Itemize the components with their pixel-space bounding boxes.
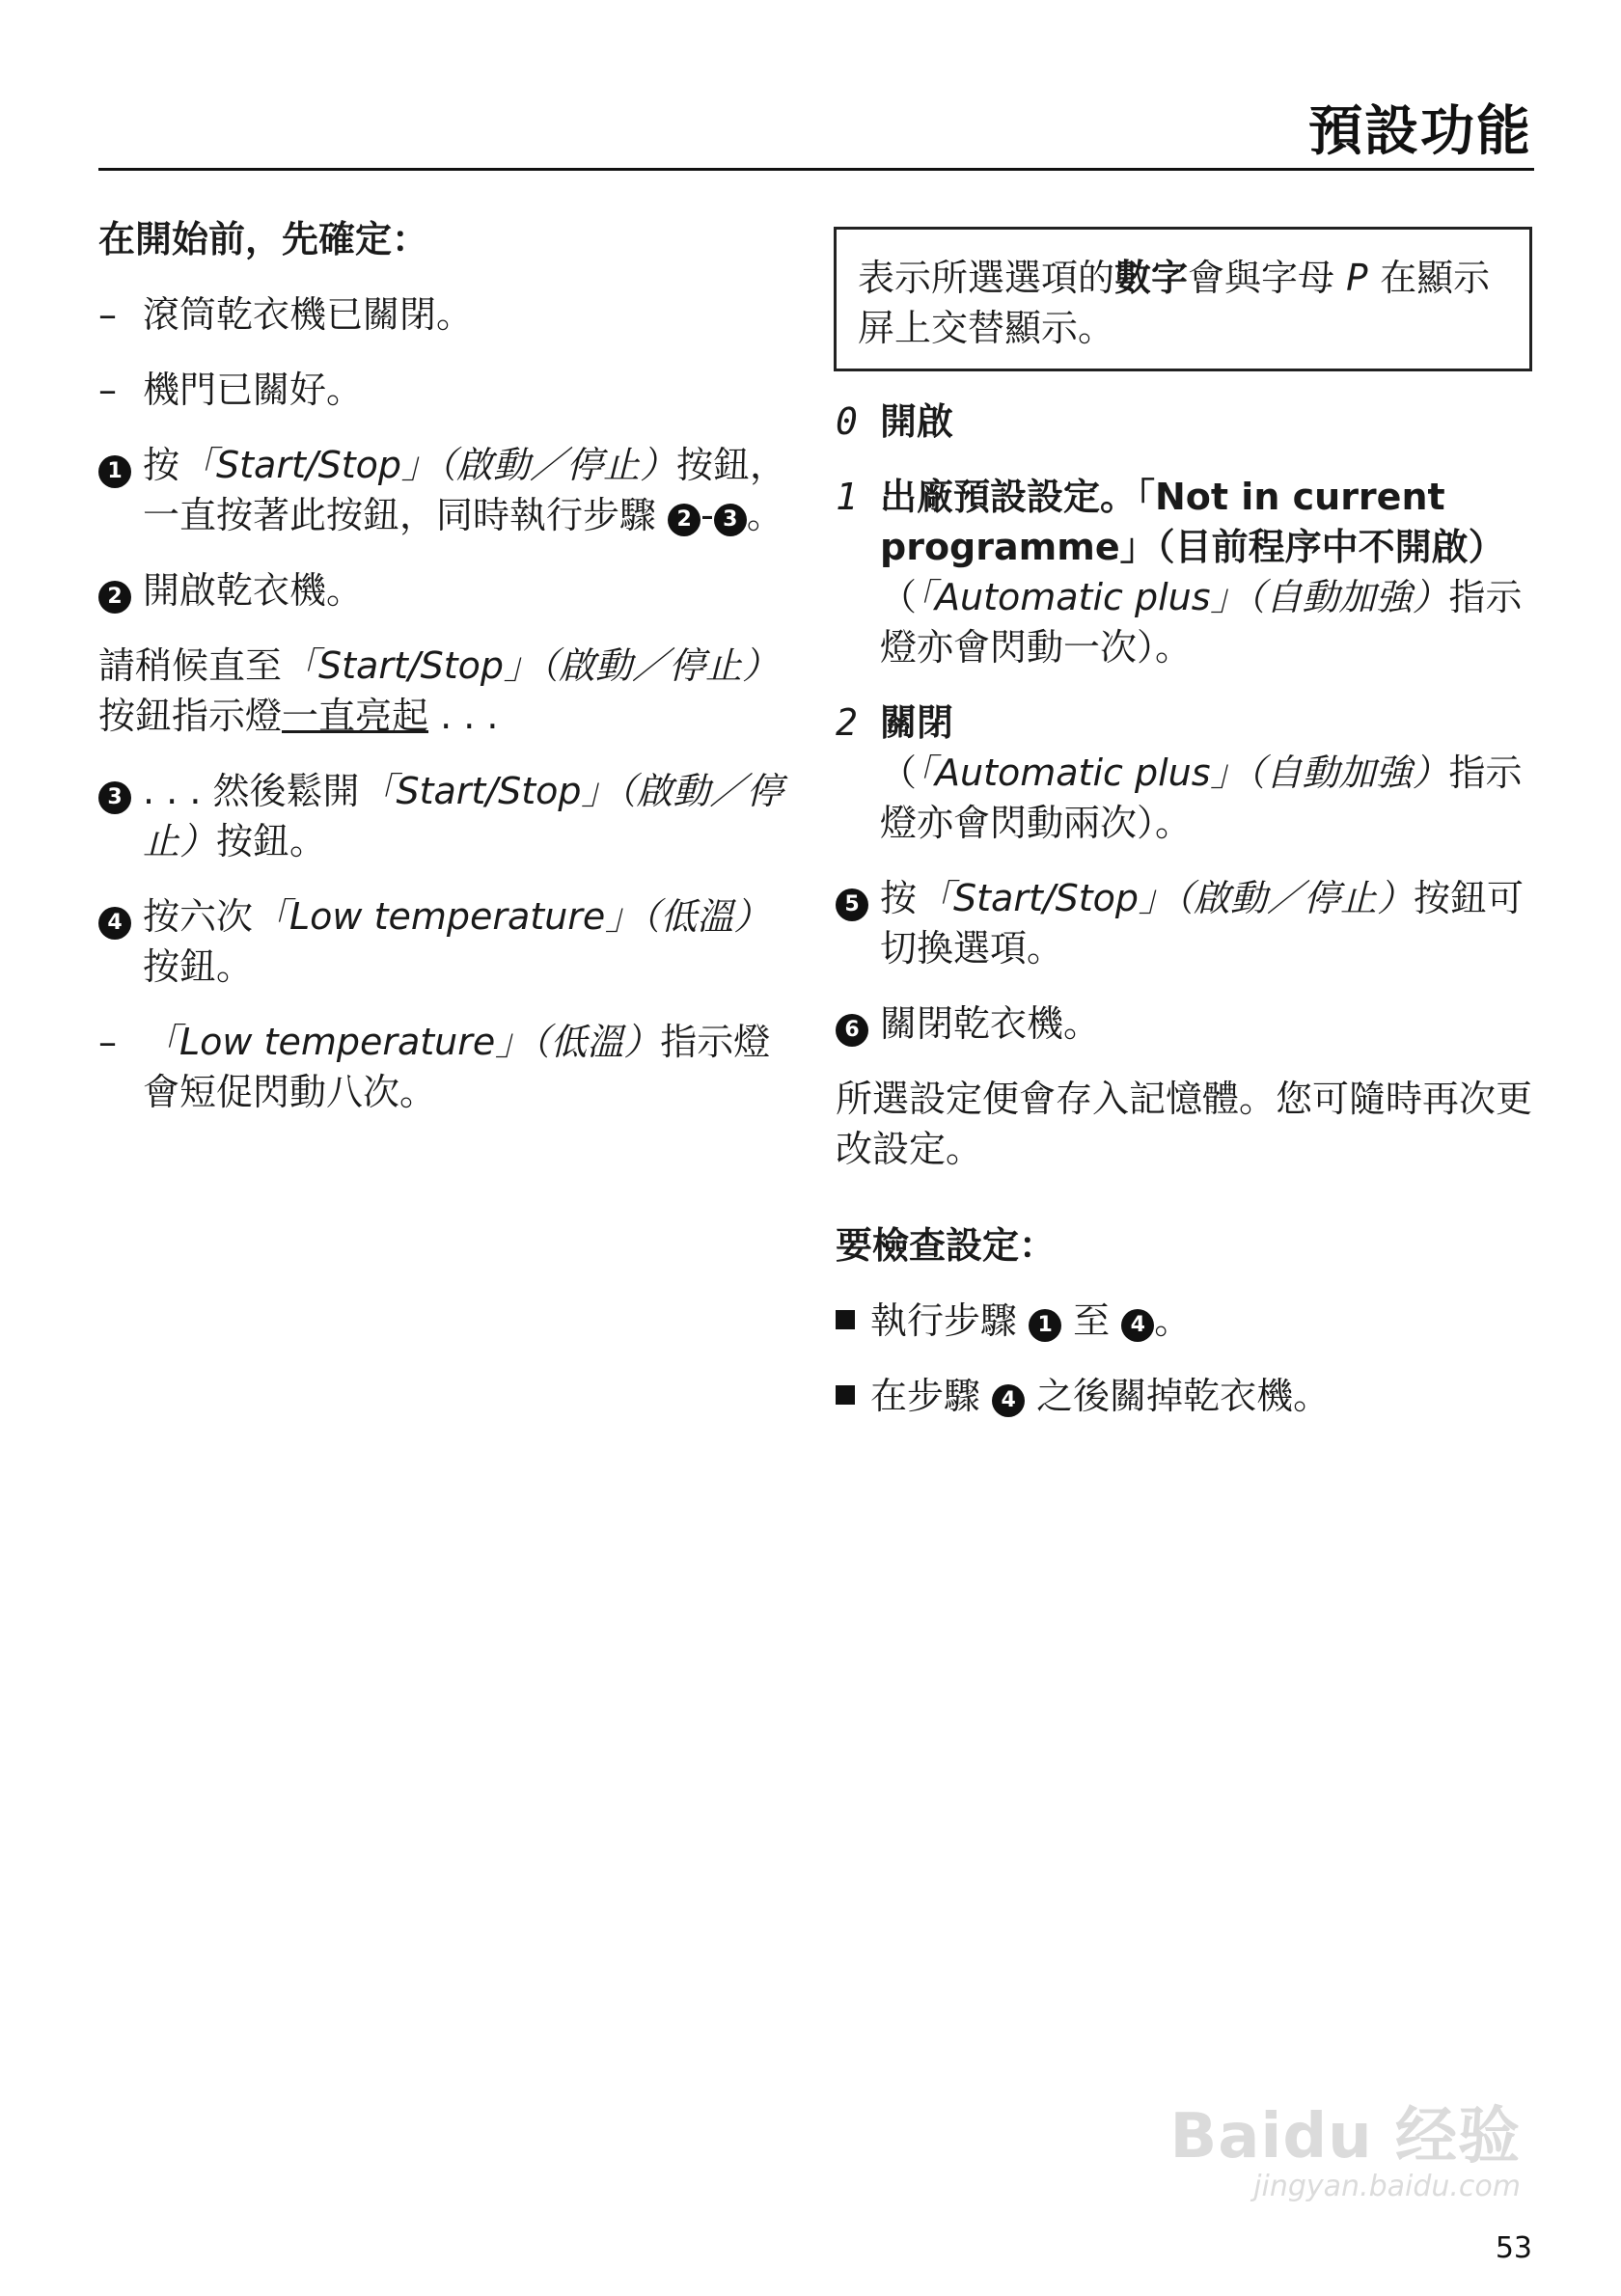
display-letter: P [1346, 257, 1369, 299]
square-bullet-icon [836, 1310, 855, 1329]
step-number-icon: 5 [836, 888, 868, 921]
option-0: 0 開啟 [836, 396, 1532, 447]
baidu-logo: Baidu 经验 [1169, 2101, 1521, 2173]
check-item-door-closed: – 機門已關好。 [98, 365, 793, 415]
step-ref-icon: 1 [1029, 1309, 1061, 1342]
right-column [836, 227, 1532, 1446]
step-2: 2 開啟乾衣機。 [98, 565, 793, 615]
page-title: 預設功能 [1308, 100, 1532, 163]
dash-marker: – [98, 369, 117, 411]
option-1: 1 出廠預設設定。「Not in current programme」（目前程序中不開啟） （「Automatic plus」（自動加強）指示燈亦會閃動一次）。 [836, 472, 1532, 672]
step-5: 5 按「Start/Stop」（啟動／停止）按鈕可切換選項。 [836, 873, 1532, 973]
step-number-icon: 1 [98, 455, 131, 488]
wait-instruction: 請稍候直至「Start/Stop」（啟動／停止）按鈕指示燈一直亮起 . . . [98, 644, 780, 737]
check-settings-heading: 要檢查設定： [836, 1224, 1057, 1267]
dash-marker: – [98, 1021, 117, 1063]
indicator-flash-note: – 「Low temperature」（低溫）指示燈會短促閃動八次。 [98, 1017, 793, 1117]
step-number-icon: 4 [98, 907, 131, 940]
step-number-icon: 2 [98, 581, 131, 614]
check-item-dryer-off: – 滾筒乾衣機已關閉。 [98, 289, 793, 340]
baidu-watermark [1169, 2087, 1521, 2203]
option-code: 2 [836, 701, 858, 744]
square-bullet-icon [836, 1385, 855, 1405]
step-number-icon: 3 [98, 781, 131, 814]
dash-marker: – [98, 293, 117, 336]
header-rule [98, 168, 1534, 171]
step-6: 6 關閉乾衣機。 [836, 998, 1532, 1049]
step-ref-icon: 4 [992, 1384, 1025, 1417]
option-code: 0 [836, 400, 858, 443]
display-info-box: 表示所選選項的數字會與字母 P 在顯示屏上交替顯示。 [834, 227, 1532, 371]
step-number-icon: 6 [836, 1014, 868, 1047]
step-ref-icon: 2 [668, 504, 701, 536]
page-number: 53 [1495, 2231, 1532, 2265]
left-column [98, 214, 793, 1142]
step-ref-icon: 4 [1121, 1309, 1154, 1342]
before-start-heading: 在開始前，先確定： [98, 218, 429, 260]
option-code: 1 [836, 476, 858, 518]
check-bullet-1: 執行步驟 1 至 4 。 [836, 1296, 1532, 1346]
step-3: 3 . . . 然後鬆開「Start/Stop」（啟動／停止）按鈕。 [98, 766, 793, 866]
saved-note: 所選設定便會存入記憶體。您可隨時再次更改設定。 [836, 1078, 1533, 1170]
step-ref-icon: 3 [714, 504, 747, 536]
check-bullet-2: 在步驟 4 之後關掉乾衣機。 [836, 1371, 1532, 1421]
step-1: 1 按「Start/Stop」（啟動／停止）按鈕，一直按著此按鈕，同時執行步驟 2 - 3 。 [98, 440, 793, 540]
step-4: 4 按六次「Low temperature」（低溫）按鈕。 [98, 891, 793, 992]
option-2: 2 關閉 （「Automatic plus」（自動加強）指示燈亦會閃動兩次）。 [836, 697, 1532, 848]
watermark-url: jingyan.baidu.com [1253, 2170, 1521, 2203]
